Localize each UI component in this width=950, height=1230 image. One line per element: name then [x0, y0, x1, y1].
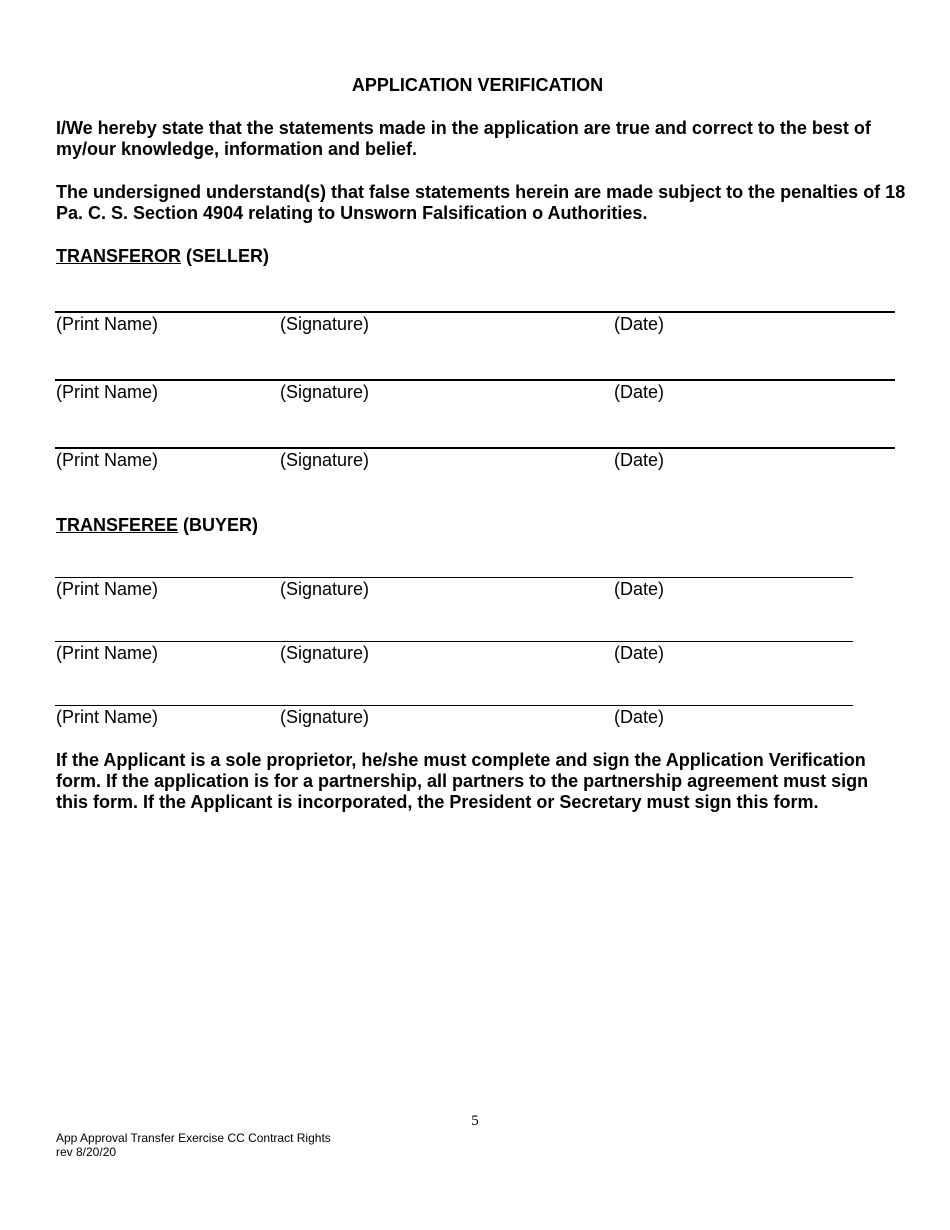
transferor-heading-label: TRANSFEROR — [56, 246, 181, 266]
seller-print-name-label: (Print Name) — [56, 450, 159, 470]
statement-paragraph: I/We hereby state that the statements made in the application are true and correct to the best of my/our knowledge, information and belief. — [56, 118, 871, 159]
buyer-signature-label: (Signature) — [280, 579, 370, 599]
buyer-date-label: (Date) — [614, 707, 665, 727]
instructions-note: If the Applicant is a sole proprietor, he/she must complete and sign the Application Verification form. If the application is for a partnership, all partners to the partnership agreement must sign this form. If the Applicant is incorporated, the President or Secretary must sign this form. — [56, 750, 869, 812]
transferor-heading — [56, 245, 269, 267]
seller-print-name-label: (Print Name) — [56, 314, 159, 334]
seller-signature-label: (Signature) — [280, 450, 370, 470]
page-title: APPLICATION VERIFICATION — [351, 75, 604, 95]
page-number: 5 — [471, 1113, 479, 1129]
transferee-heading-label: TRANSFEREE — [56, 515, 179, 535]
buyer-signature-label: (Signature) — [280, 643, 370, 663]
buyer-print-name-label: (Print Name) — [56, 707, 159, 727]
buyer-date-label: (Date) — [614, 579, 665, 599]
seller-signature-label: (Signature) — [280, 314, 370, 334]
seller-signature-line-1[interactable] — [55, 311, 895, 313]
seller-signature-label: (Signature) — [280, 382, 370, 402]
seller-date-label: (Date) — [614, 450, 665, 470]
buyer-print-name-label: (Print Name) — [56, 579, 159, 599]
seller-date-label: (Date) — [614, 382, 665, 402]
document-footer — [56, 1131, 331, 1159]
buyer-print-name-label: (Print Name) — [56, 643, 159, 663]
seller-signature-line-2[interactable] — [55, 379, 895, 381]
buyer-signature-line-2[interactable] — [55, 641, 853, 642]
footer-document-title: App Approval Transfer Exercise CC Contract Rights — [56, 1131, 331, 1145]
buyer-date-label: (Date) — [614, 643, 665, 663]
transferor-heading-suffix: (SELLER) — [181, 246, 269, 266]
buyer-signature-line-1[interactable] — [55, 577, 853, 578]
seller-date-label: (Date) — [614, 314, 665, 334]
seller-signature-line-3[interactable] — [55, 447, 895, 449]
seller-print-name-label: (Print Name) — [56, 382, 159, 402]
transferee-heading — [56, 514, 258, 536]
penalty-paragraph: The undersigned understand(s) that false statements herein are made subject to the penalties of 18 Pa. C. S. Section 4904 relating to Unsworn Falsification o Authorities. — [56, 182, 906, 223]
footer-revision-date: rev 8/20/20 — [56, 1145, 117, 1159]
transferee-heading-suffix: (BUYER) — [178, 515, 259, 535]
buyer-signature-label: (Signature) — [280, 707, 370, 727]
buyer-signature-line-3[interactable] — [55, 705, 853, 706]
